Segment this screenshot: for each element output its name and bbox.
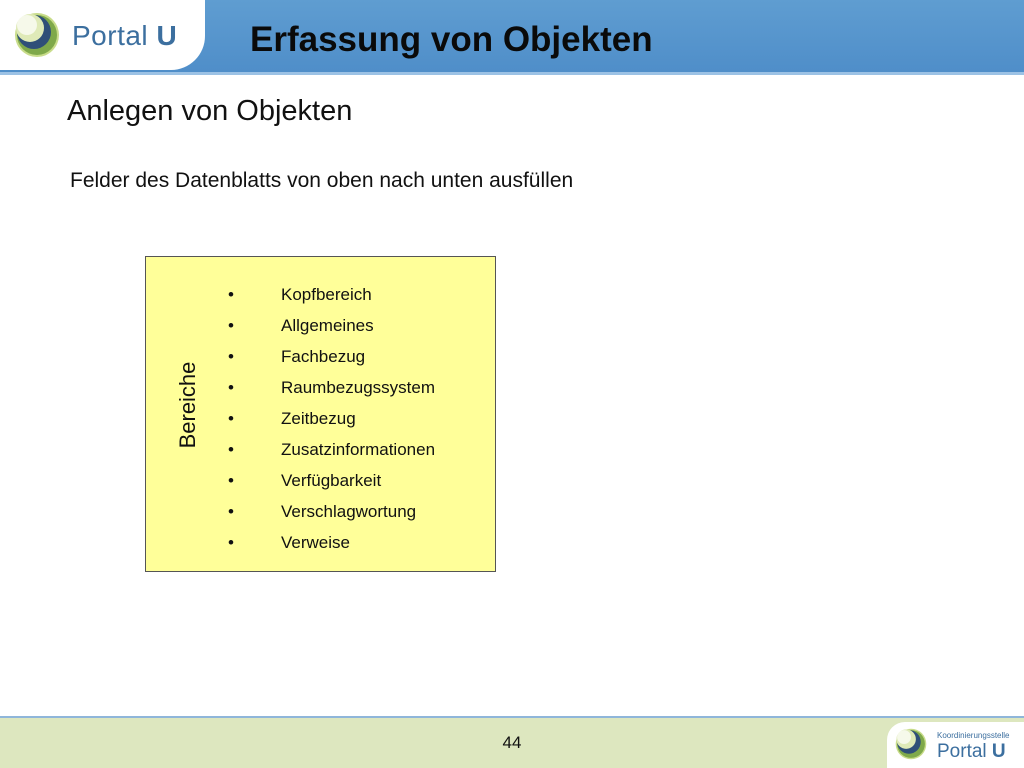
bullet-icon: •: [228, 316, 234, 335]
sections-box-label: Bereiche: [175, 361, 200, 449]
section-list-item-label: Kopfbereich: [281, 285, 372, 304]
slide-title: Erfassung von Objekten: [250, 20, 653, 59]
page-number: 44: [502, 733, 522, 752]
portal-u-logo-icon: [14, 12, 60, 58]
section-list-item-label: Verfügbarkeit: [281, 471, 382, 490]
footer-logo-small-text: Koordinierungsstelle: [937, 731, 1010, 740]
bullet-icon: •: [228, 533, 234, 552]
bullet-icon: •: [228, 471, 234, 490]
footer-logo-text-light: Portal: [937, 741, 987, 762]
section-list-item-label: Raumbezugssystem: [281, 378, 436, 397]
section-list-item-label: Verschlagwortung: [281, 502, 417, 521]
bullet-icon: •: [228, 409, 234, 428]
logo-text-light: Portal: [72, 20, 149, 51]
section-list-item-label: Allgemeines: [281, 316, 374, 335]
footer-logo-icon: [895, 728, 927, 760]
logo-wordmark: [72, 20, 177, 52]
portal-u-logo: [0, 0, 205, 70]
section-list-item-label: Zeitbezug: [281, 409, 356, 428]
footer-logo-text-bold: U: [991, 741, 1006, 762]
section-list-item-label: Fachbezug: [281, 347, 366, 366]
bullet-icon: •: [228, 378, 234, 397]
intro-text: Felder des Datenblatts von oben nach unten ausfüllen: [70, 169, 574, 192]
footer-logo-wordmark: [937, 741, 1006, 763]
slide-subtitle: Anlegen von Objekten: [67, 95, 353, 127]
bullet-icon: •: [228, 440, 234, 459]
section-list-item-label: Verweise: [281, 533, 350, 552]
section-list-item-label: Zusatzinformationen: [281, 440, 436, 459]
bullet-icon: •: [228, 502, 234, 521]
logo-text-bold: U: [156, 20, 178, 51]
bullet-icon: •: [228, 285, 234, 304]
header-divider: [0, 72, 1024, 75]
bullet-icon: •: [228, 347, 234, 366]
